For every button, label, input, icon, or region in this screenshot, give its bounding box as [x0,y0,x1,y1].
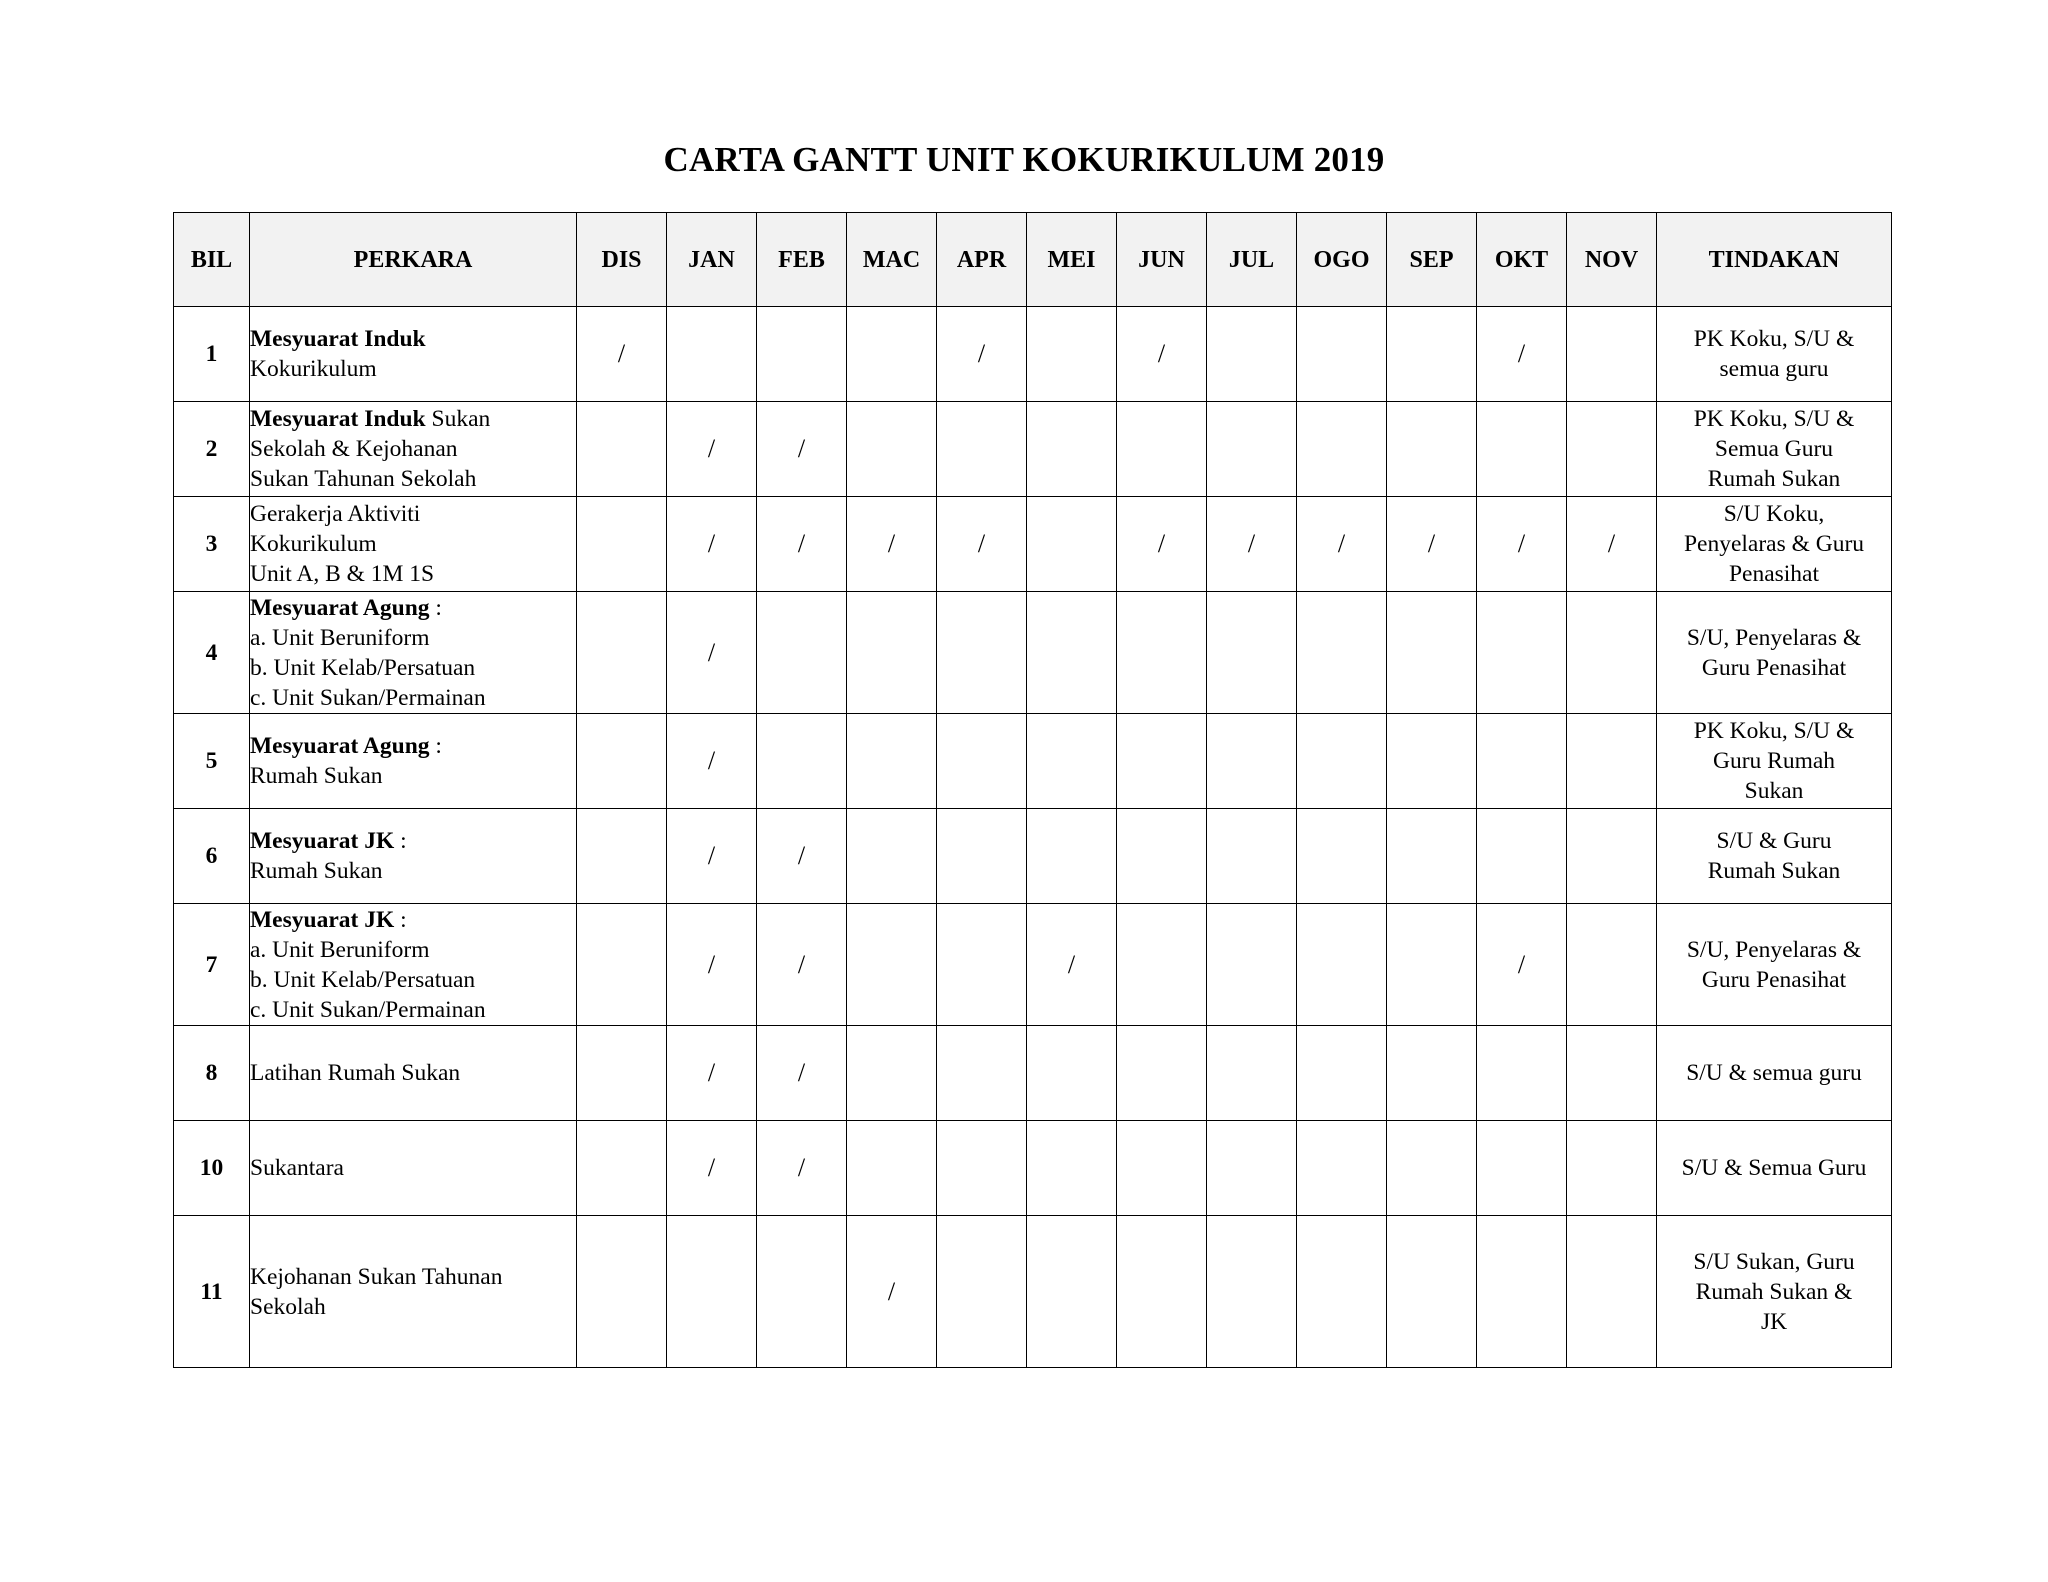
document-title: CARTA GANTT UNIT KOKURIKULUM 2019 [663,140,1385,179]
month-cell: / [757,1121,847,1216]
month-cell: / [847,497,937,592]
perkara-text: Sukan [425,406,491,432]
month-cell [937,592,1027,714]
perkara-line [250,761,576,791]
month-cell [847,1026,937,1121]
perkara-line [250,434,576,464]
perkara-text: Kokurikulum [250,531,377,557]
tindakan-line: Sukan [1744,778,1804,804]
month-cell [1567,809,1657,904]
table-row [174,307,1892,402]
perkara-text: Sukantara [250,1155,344,1181]
row-tindakan [1657,402,1892,497]
perkara-bold-text: Mesyuarat Induk [250,326,426,352]
header-month: OKT [1477,213,1567,307]
header-month: APR [937,213,1027,307]
month-cell: / [937,497,1027,592]
row-tindakan [1657,1216,1892,1368]
month-cell [577,592,667,714]
perkara-line [250,683,576,713]
month-cell [757,592,847,714]
table-row [174,592,1892,714]
tindakan-line: Penyelaras & Guru [1683,531,1865,557]
month-cell [1027,1216,1117,1368]
month-cell: / [667,592,757,714]
month-cell [1567,592,1657,714]
month-cell [1477,402,1567,497]
row-perkara [250,307,577,402]
month-cell [1027,809,1117,904]
month-cell [1297,809,1387,904]
month-cell [1567,714,1657,809]
gantt-table [173,212,1892,1368]
month-cell [847,592,937,714]
month-cell [757,714,847,809]
perkara-bold-text: Mesyuarat Agung [250,733,430,759]
month-cell: / [757,904,847,1026]
month-cell: / [577,307,667,402]
month-cell: / [757,402,847,497]
row-perkara [250,809,577,904]
month-cell [847,307,937,402]
month-cell [847,1121,937,1216]
month-cell [1027,402,1117,497]
month-cell [1477,809,1567,904]
header-tindakan: TINDAKAN [1657,213,1892,307]
month-cell [1297,307,1387,402]
tindakan-line: PK Koku, S/U & [1693,326,1855,352]
month-cell [667,1216,757,1368]
row-tindakan [1657,714,1892,809]
row-perkara [250,1216,577,1368]
month-cell [757,307,847,402]
month-cell: / [757,497,847,592]
header-month: JAN [667,213,757,307]
month-cell [847,904,937,1026]
month-cell [757,1216,847,1368]
tindakan-line: Guru Penasihat [1701,966,1847,993]
perkara-line [250,826,576,856]
month-cell [577,402,667,497]
table-row [174,809,1892,904]
month-cell: / [1477,904,1567,1026]
month-cell [1567,1216,1657,1368]
table-row [174,1216,1892,1368]
perkara-line [250,935,576,965]
month-cell [1207,1216,1297,1368]
row-bil: 8 [174,1026,250,1121]
month-cell [1387,402,1477,497]
month-cell [577,714,667,809]
month-cell [1207,714,1297,809]
month-cell [1207,307,1297,402]
perkara-line [250,731,576,761]
perkara-text: Kokurikulum [250,356,377,382]
perkara-line [250,464,576,494]
month-cell [937,1121,1027,1216]
perkara-bold-text: Mesyuarat Agung [250,594,430,621]
perkara-text: Rumah Sukan [250,763,383,789]
month-cell [1207,1026,1297,1121]
month-cell [577,809,667,904]
month-cell [1117,1216,1207,1368]
perkara-text: : [394,828,407,854]
perkara-text: b. Unit Kelab/Persatuan [250,966,476,993]
perkara-text: Latihan Rumah Sukan [250,1060,461,1086]
month-cell [1567,904,1657,1026]
month-cell [1207,809,1297,904]
month-cell [1387,1216,1477,1368]
month-cell [847,402,937,497]
row-tindakan [1657,904,1892,1026]
month-cell [937,1026,1027,1121]
tindakan-line: S/U, Penyelaras & [1686,936,1862,963]
month-cell: / [1567,497,1657,592]
month-cell [1297,1026,1387,1121]
month-cell [1207,402,1297,497]
month-cell [1567,307,1657,402]
month-cell [1117,714,1207,809]
row-perkara [250,904,577,1026]
perkara-line [250,905,576,935]
row-bil: 6 [174,809,250,904]
row-perkara [250,497,577,592]
tindakan-line: Penasihat [1728,561,1820,587]
row-perkara [250,1026,577,1121]
month-cell: / [937,307,1027,402]
perkara-line [250,623,576,653]
row-perkara [250,1121,577,1216]
tindakan-line: Guru Penasihat [1701,654,1847,681]
month-cell: / [667,497,757,592]
perkara-line [250,1058,576,1088]
month-cell [1477,592,1567,714]
tindakan-line: S/U Sukan, Guru [1693,1248,1855,1275]
perkara-line [250,404,576,434]
month-cell [1567,1026,1657,1121]
month-cell [1387,809,1477,904]
month-cell [847,714,937,809]
month-cell [937,809,1027,904]
perkara-line [250,324,576,354]
perkara-line [250,559,576,589]
perkara-text: Sekolah & Kejohanan [250,436,458,462]
row-bil: 7 [174,904,250,1026]
month-cell: / [1387,497,1477,592]
perkara-bold-text: Mesyuarat Induk [250,406,426,432]
perkara-text: Unit A, B & 1M 1S [250,561,435,587]
row-bil: 5 [174,714,250,809]
month-cell [1297,714,1387,809]
perkara-line [250,1153,576,1183]
perkara-text: c. Unit Sukan/Permainan [250,684,486,711]
month-cell [1387,592,1477,714]
month-cell [577,497,667,592]
gantt-body [174,307,1892,1368]
row-bil: 3 [174,497,250,592]
month-cell: / [847,1216,937,1368]
month-cell [1027,497,1117,592]
month-cell [1297,592,1387,714]
month-cell [937,904,1027,1026]
month-cell: / [1117,497,1207,592]
month-cell [1207,904,1297,1026]
perkara-line [250,856,576,886]
month-cell [847,809,937,904]
row-perkara [250,592,577,714]
table-row [174,402,1892,497]
month-cell: / [1027,904,1117,1026]
perkara-line [250,354,576,384]
row-bil: 11 [174,1216,250,1368]
perkara-bold-text: Mesyuarat JK [250,906,395,933]
row-tindakan [1657,1121,1892,1216]
month-cell [1387,1026,1477,1121]
perkara-text: Sukan Tahunan Sekolah [250,466,477,492]
month-cell [1567,1121,1657,1216]
perkara-text: Gerakerja Aktiviti [250,501,421,527]
header-month: SEP [1387,213,1477,307]
header-month: JUN [1117,213,1207,307]
perkara-bold-text: Mesyuarat JK [250,828,395,854]
month-cell: / [1117,307,1207,402]
table-row [174,714,1892,809]
month-cell: / [667,1121,757,1216]
header-bil: BIL [174,213,250,307]
perkara-text: a. Unit Beruniform [250,936,430,963]
month-cell: / [757,809,847,904]
tindakan-line: Guru Rumah [1712,748,1836,774]
month-cell [1027,592,1117,714]
header-row [174,213,1892,307]
month-cell [1027,1121,1117,1216]
row-tindakan [1657,1026,1892,1121]
tindakan-line: Rumah Sukan [1707,858,1841,884]
perkara-line [250,499,576,529]
month-cell: / [757,1026,847,1121]
header-month: NOV [1567,213,1657,307]
month-cell [1027,714,1117,809]
month-cell [1027,1026,1117,1121]
table-row [174,1121,1892,1216]
month-cell [1477,1121,1567,1216]
tindakan-line: JK [1760,1308,1788,1335]
month-cell [577,1216,667,1368]
perkara-text: : [429,594,442,621]
month-cell [1117,592,1207,714]
tindakan-line: S/U Koku, [1723,501,1825,527]
row-perkara [250,714,577,809]
month-cell [1387,904,1477,1026]
month-cell [937,402,1027,497]
perkara-text: c. Unit Sukan/Permainan [250,996,486,1023]
tindakan-line: S/U & semua guru [1686,1060,1862,1086]
month-cell [1387,714,1477,809]
perkara-text: b. Unit Kelab/Persatuan [250,654,476,681]
month-cell [1117,904,1207,1026]
month-cell [667,307,757,402]
month-cell: / [667,809,757,904]
row-tindakan [1657,592,1892,714]
month-cell: / [1207,497,1297,592]
perkara-line [250,995,576,1025]
header-perkara: PERKARA [250,213,577,307]
month-cell [1297,1121,1387,1216]
header-month: MEI [1027,213,1117,307]
month-cell [1477,1026,1567,1121]
perkara-text: : [394,906,407,933]
tindakan-line: S/U, Penyelaras & [1686,624,1862,651]
perkara-text: Kejohanan Sukan Tahunan [250,1263,503,1290]
month-cell [1297,1216,1387,1368]
perkara-line [250,965,576,995]
header-month: DIS [577,213,667,307]
month-cell: / [1477,497,1567,592]
month-cell [577,1026,667,1121]
month-cell [577,1121,667,1216]
tindakan-line: S/U & Guru [1716,828,1832,854]
perkara-line [250,593,576,623]
month-cell: / [667,904,757,1026]
perkara-line [250,653,576,683]
row-bil: 2 [174,402,250,497]
row-tindakan [1657,497,1892,592]
header-month: MAC [847,213,937,307]
table-row [174,1026,1892,1121]
month-cell [1297,402,1387,497]
month-cell [1117,1121,1207,1216]
month-cell [1477,1216,1567,1368]
month-cell [1027,307,1117,402]
month-cell: / [667,714,757,809]
month-cell [1117,1026,1207,1121]
month-cell: / [667,402,757,497]
header-month: FEB [757,213,847,307]
perkara-text: Rumah Sukan [250,858,383,884]
table-row [174,497,1892,592]
month-cell [1477,714,1567,809]
tindakan-line: Rumah Sukan & [1695,1278,1853,1305]
header-month: OGO [1297,213,1387,307]
month-cell: / [1477,307,1567,402]
month-cell [937,1216,1027,1368]
month-cell [1207,592,1297,714]
month-cell [1117,809,1207,904]
month-cell [1297,904,1387,1026]
tindakan-line: S/U & Semua Guru [1681,1155,1867,1181]
tindakan-line: Rumah Sukan [1707,466,1841,492]
perkara-line [250,1262,576,1292]
month-cell [1207,1121,1297,1216]
month-cell: / [667,1026,757,1121]
perkara-text: Sekolah [250,1293,326,1320]
row-bil: 10 [174,1121,250,1216]
header-month: JUL [1207,213,1297,307]
row-perkara [250,402,577,497]
month-cell [937,714,1027,809]
tindakan-line: semua guru [1719,356,1829,382]
row-tindakan [1657,307,1892,402]
month-cell: / [1297,497,1387,592]
row-bil: 4 [174,592,250,714]
perkara-text: : [429,733,442,759]
tindakan-line: PK Koku, S/U & [1693,718,1855,744]
tindakan-line: PK Koku, S/U & [1693,406,1855,432]
month-cell [1387,1121,1477,1216]
perkara-text: a. Unit Beruniform [250,624,430,651]
tindakan-line: Semua Guru [1714,436,1834,462]
row-bil: 1 [174,307,250,402]
month-cell [1567,402,1657,497]
perkara-line [250,1292,576,1322]
month-cell [1117,402,1207,497]
row-tindakan [1657,809,1892,904]
month-cell [577,904,667,1026]
table-row [174,904,1892,1026]
perkara-line [250,529,576,559]
month-cell [1387,307,1477,402]
